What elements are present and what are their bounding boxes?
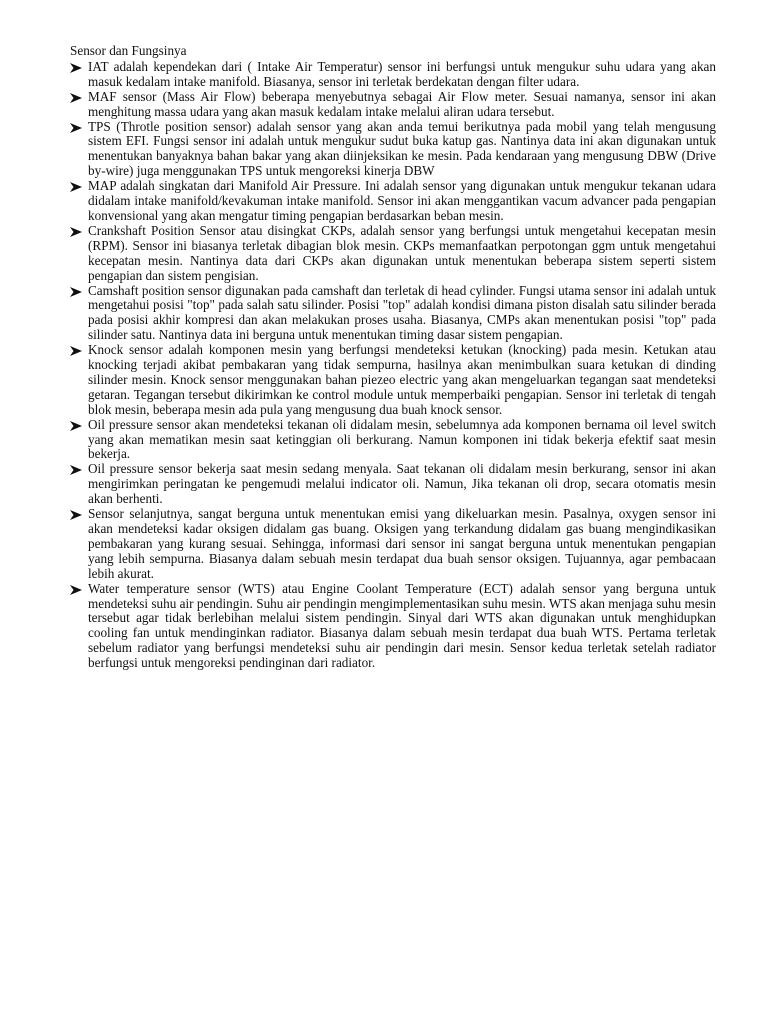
list-item-text: Oil pressure sensor akan mendeteksi tekanan oli didalam mesin, sebelumnya ada komponen bernama oil level switch yang akan mematikan mesin saat ketinggian oli berkurang. Namun komponen ini tidak bekerja efektif saat mesin bekerja. [88, 416, 716, 462]
list-item-text: TPS (Throtle position sensor) adalah sensor yang akan anda temui berikutnya pada mobil yang telah mengusung sistem EFI. Fungsi sensor ini adalah untuk mengukur sudut buka katup gas. Nantinya data ini akan digunakan untuk menentukan banyaknya bahan bakar yang akan diinjeksikan ke mesin. Pada kendaraan yang mengusung DBW (Drive by-wire) juga menggunakan TPS untuk mengoreksi kinerja DBW [88, 118, 716, 179]
arrowhead-bullet-icon [70, 182, 82, 192]
list-item [70, 284, 716, 344]
list-item-text: Sensor selanjutnya, sangat berguna untuk menentukan emisi yang dikeluarkan mesin. Pasalnya, oxygen sensor ini akan mendeteksi kadar oksigen didalam gas buang. Oksigen yang terkandung didalam gas buang mengindikasikan pembakaran yang kurang sesuai. Sehingga, informasi dari sensor ini sangat berguna untuk menentukan pengapian yang lebih sempurna. Biasanya dalam sebuah mesin terdapat dua buah sensor oksigen. Tujuannya, agar pembacaan lebih akurat. [88, 506, 716, 581]
list-item [70, 507, 716, 582]
arrowhead-bullet-icon [70, 465, 82, 475]
document-title: Sensor dan Fungsinya [70, 43, 187, 58]
arrowhead-bullet-icon [70, 63, 82, 73]
list-item-text: Crankshaft Position Sensor atau disingkat CKPs, adalah sensor yang berfungsi untuk mengetahui kecepatan mesin (RPM). Sensor ini biasanya terletak dibagian blok mesin. CKPs memanfaatkan perpotongan ggm untuk mengetahui kecepatan mesin. Nantinya data dari CKPs akan digunakan untuk menentukan beberapa sistem seperti sistem pengapian dan sistem pengisian. [88, 222, 716, 283]
list-item-text: Oil pressure sensor bekerja saat mesin sedang menyala. Saat tekanan oli didalam mesin berkurang, sensor ini akan mengirimkan peringatan ke pengemudi melalui indicator oli. Namun, Jika tekanan oli drop, secara otomatis mesin akan berhenti. [88, 461, 716, 507]
arrowhead-bullet-icon [70, 287, 82, 297]
arrowhead-bullet-icon [70, 93, 82, 103]
list-item [70, 582, 716, 671]
list-item [70, 179, 716, 224]
list-item-text: MAF sensor (Mass Air Flow) beberapa menyebutnya sebagai Air Flow meter. Sesuai namanya, sensor ini akan menghitung massa udara yang akan masuk kedalam intake melalui aliran udara tersebut. [88, 88, 716, 119]
sensor-list [70, 60, 716, 671]
list-item [70, 224, 716, 284]
list-item [70, 90, 716, 120]
arrowhead-bullet-icon [70, 227, 82, 237]
arrowhead-bullet-icon [70, 585, 82, 595]
list-item-text: Water temperature sensor (WTS) atau Engine Coolant Temperature (ECT) adalah sensor yang berguna untuk mendeteksi suhu air pendingin. Suhu air pendingin mengimplementasikan suhu mesin. WTS akan menjaga suhu mesin tersebut agar tidak berlebihan melalui sistem pendingin. Sinyal dari WTS akan digunakan untuk menghidupkan cooling fan untuk mendinginkan radiator. Biasanya dalam sebuah mesin terdapat dua buah WTS. Pertama terletak sebelum radiator yang berfungsi mendeteksi suhu air pendingin dari mesin. Sensor kedua terletak setelah radiator berfungsi untuk mengoreksi pendinginan dari radiator. [88, 580, 716, 671]
list-item [70, 120, 716, 180]
document-page [70, 44, 716, 671]
list-item [70, 462, 716, 507]
list-item-text: MAP adalah singkatan dari Manifold Air Pressure. Ini adalah sensor yang digunakan untuk mengukur tekanan udara didalam intake manifold/kevakuman intake manifold. Sensor ini akan menggantikan vacum advancer pada pengapian konvensional yang akan mengatur timing pengapian berdasarkan beban mesin. [88, 178, 716, 223]
list-item-text: IAT adalah kependekan dari ( Intake Air Temperatur) sensor ini berfungsi untuk mengukur suhu udara yang akan masuk kedalam intake manifold. Biasanya, sensor ini terletak berdekatan dengan filter udara. [88, 58, 716, 89]
list-item [70, 418, 716, 463]
list-item-text: Knock sensor adalah komponen mesin yang berfungsi mendeteksi ketukan (knocking) pada mesin. Ketukan atau knocking terjadi akibat pembakaran yang tidak sempurna, hasilnya akan menimbulkan suara ketukan di dinding silinder mesin. Knock sensor menggunakan bahan piezeo electric yang akan mengeluarkan tegangan saat mendeteksi getaran. Tegangan tersebut dikirimkan ke control module untuk memperbaiki pengapian. Sensor ini terletak di tengah blok mesin, beberapa mesin ada pula yang mengusung dua buah knock sensor. [88, 342, 716, 417]
arrowhead-bullet-icon [70, 123, 82, 133]
list-item [70, 60, 716, 90]
arrowhead-bullet-icon [70, 510, 82, 520]
list-item [70, 343, 716, 418]
arrowhead-bullet-icon [70, 421, 82, 431]
list-item-text: Camshaft position sensor digunakan pada camshaft dan terletak di head cylinder. Fungsi utama sensor ini adalah untuk mengetahui posisi "top" pada salah satu silinder. Posisi "top" adalah kondisi dimana piston disalah satu silinder berada pada posisi akhir kompresi dan akan melakukan proses usaha. Biasanya, CMPs akan menentukan posisi "top" pada silinder satu. Nantinya data ini berguna untuk menentukan timing dasar sistem pengapian. [88, 282, 716, 343]
arrowhead-bullet-icon [70, 346, 82, 356]
